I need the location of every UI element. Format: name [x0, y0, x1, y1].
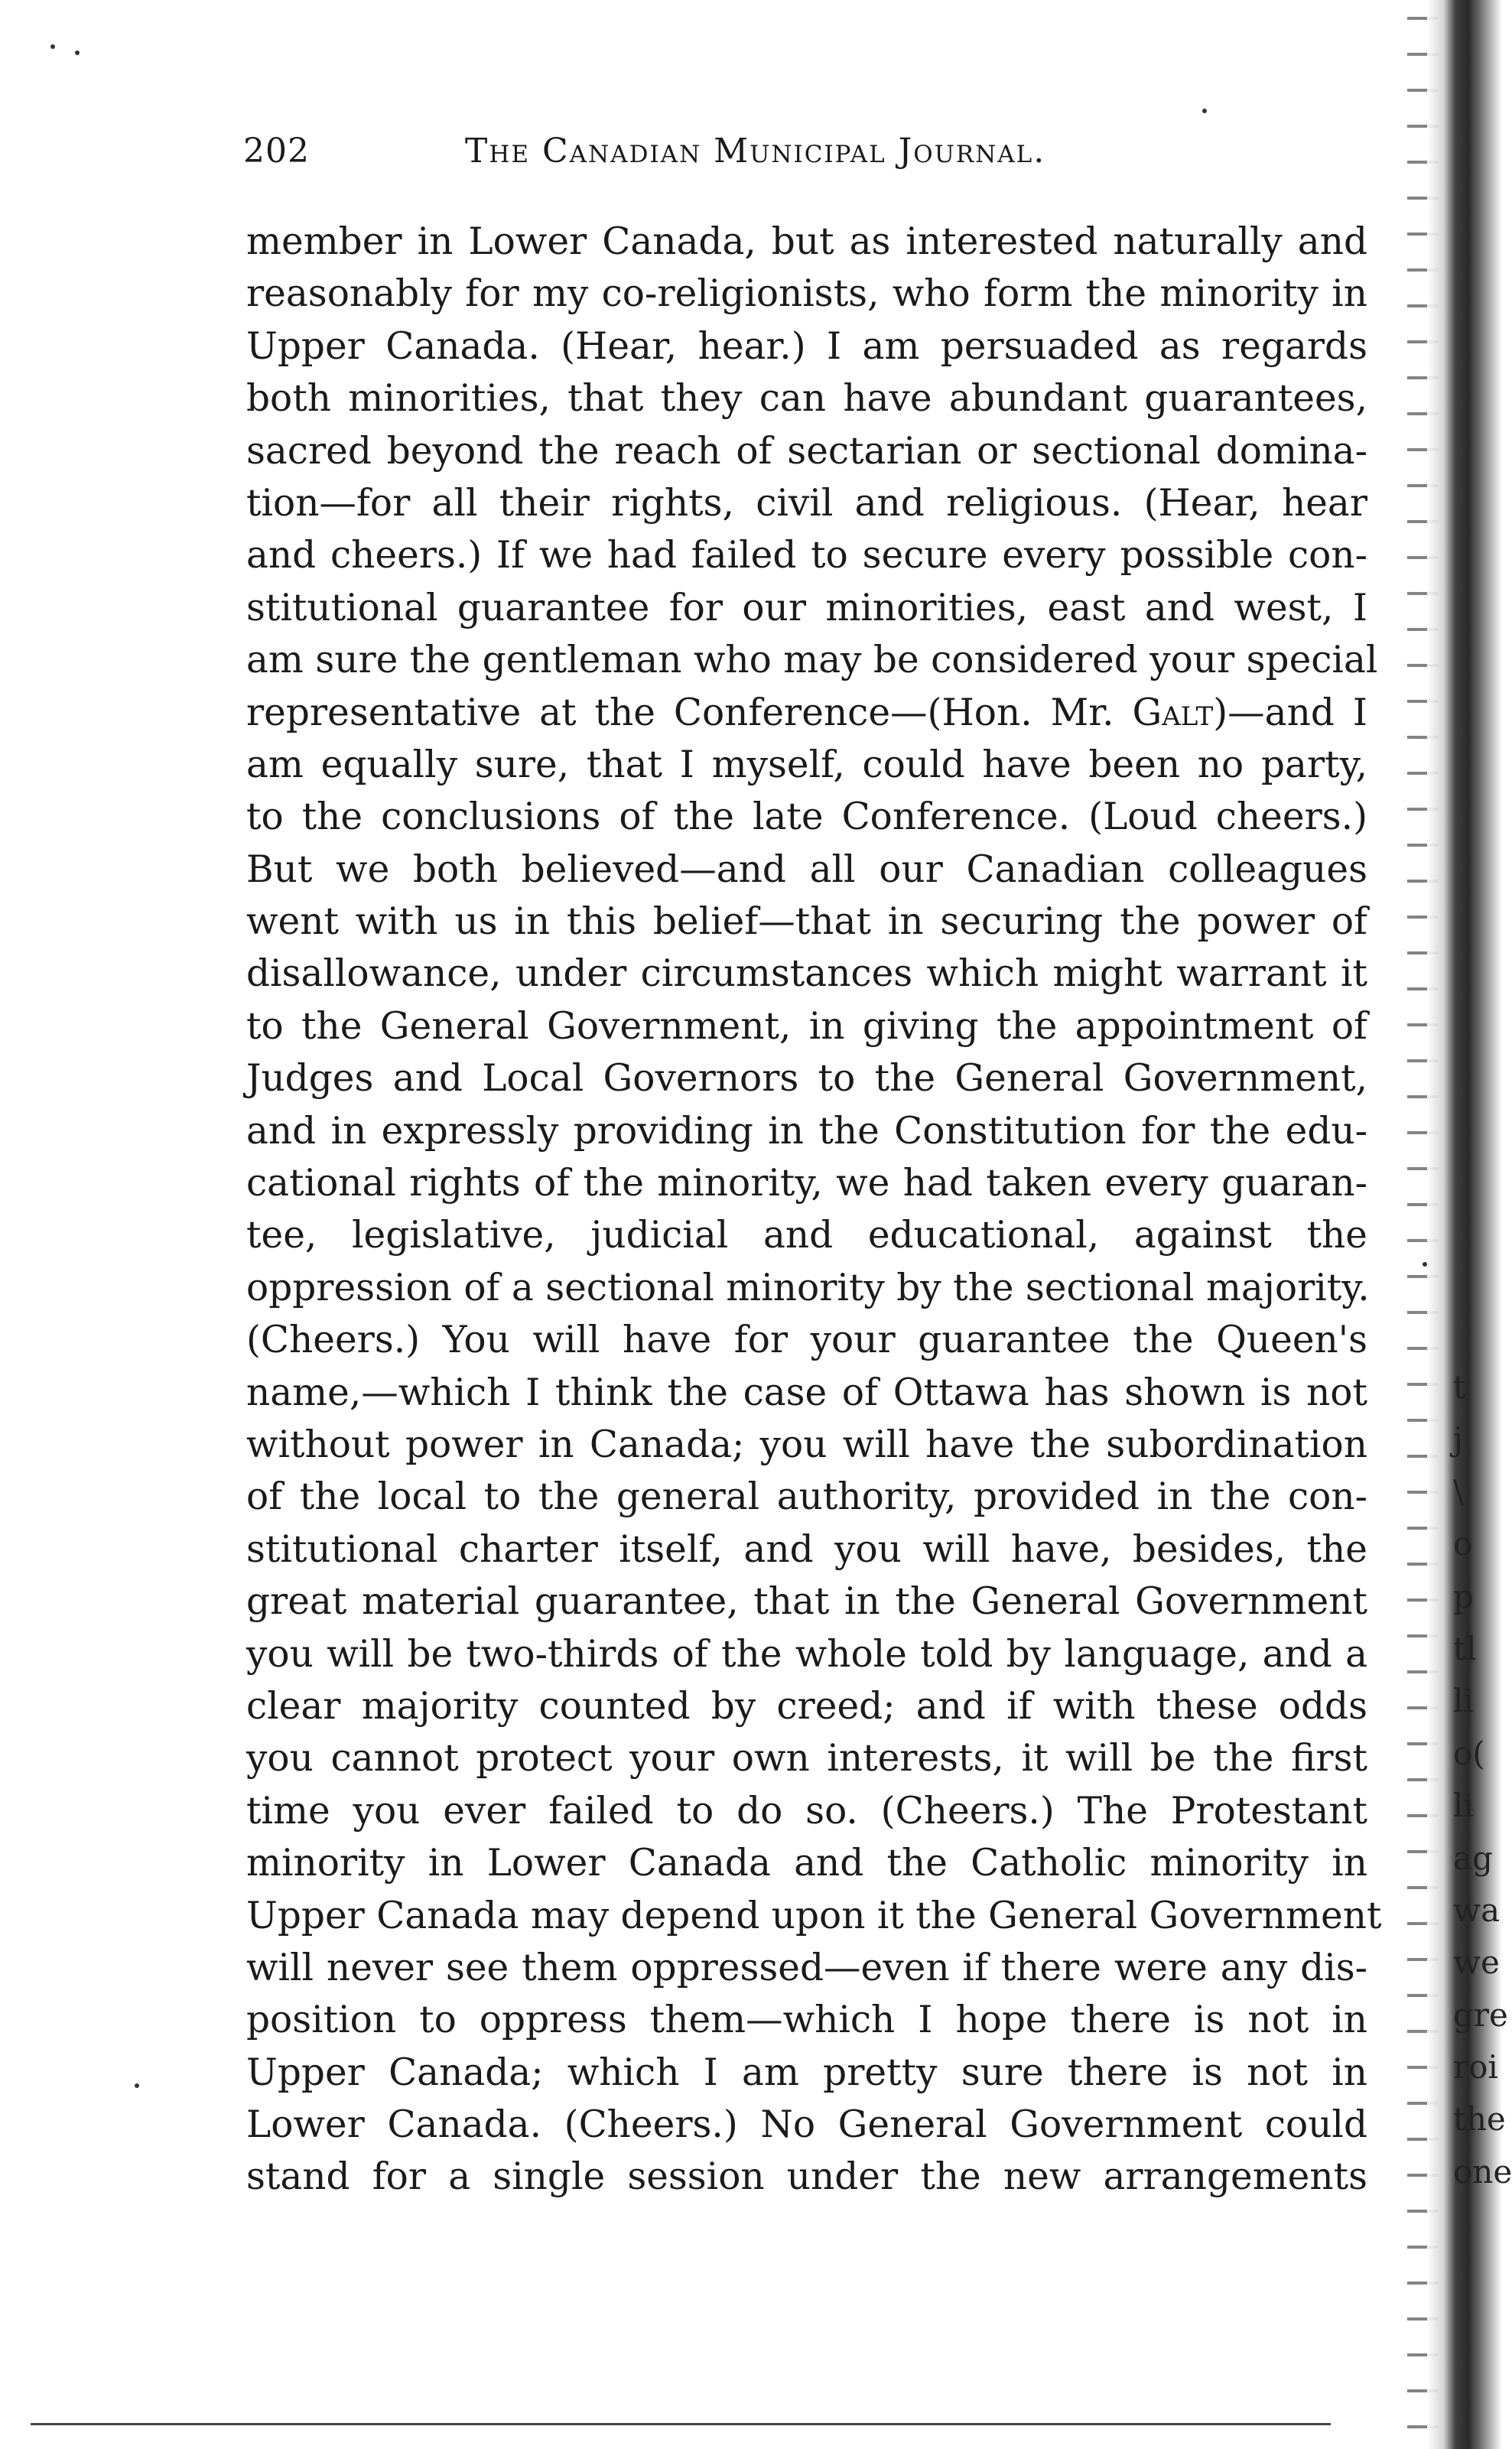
text-line: Upper Canada. (Hear, hear.) I am persuaded as regards	[246, 324, 1367, 368]
text-line: But we both believed—and all our Canadian colleagues	[246, 847, 1367, 891]
text-line: stitutional guarantee for our minorities, east and west, I	[246, 586, 1367, 629]
text-line: you will be two-thirds of the whole told by language, and a	[246, 1632, 1367, 1676]
edge-fragment: tl	[1453, 1629, 1477, 1667]
edge-fragment: li	[1453, 1682, 1474, 1720]
text-line: (Cheers.) You will have for your guarantee the Queen's	[246, 1319, 1367, 1362]
edge-fragment: \	[1453, 1472, 1465, 1511]
text-line: clear majority counted by creed; and if with these odds	[246, 1684, 1367, 1728]
text-line: great material guarantee, that in the General Government	[246, 1580, 1367, 1624]
text-line: Judges and Local Governors to the General Government,	[246, 1057, 1367, 1101]
text-line: to the conclusions of the late Conference. (Loud cheers.)	[246, 795, 1367, 839]
edge-fragment: roi	[1453, 2048, 1498, 2086]
text-line: to the General Government, in giving the appointment of	[246, 1004, 1367, 1048]
text-line: oppression of a sectional minority by the sectional majority.	[246, 1266, 1370, 1309]
running-head: The Canadian Municipal Journal.	[465, 132, 1046, 171]
text-line: and cheers.) If we had failed to secure every possible con-	[246, 534, 1367, 577]
text-line: will never see them oppressed—even if there were any dis-	[246, 1946, 1367, 1989]
text-line: am sure the gentleman who may be considered your special	[246, 639, 1378, 682]
edge-fragment: one	[1453, 2152, 1512, 2190]
text-line: reasonably for my co-religionists, who form the minority in	[246, 272, 1367, 316]
bottom-edge-rule	[31, 2423, 1331, 2425]
stray-mark	[135, 2083, 139, 2088]
text-line: position to oppress them—which I hope there is not in	[246, 1999, 1367, 2042]
edge-fragment: p	[1453, 1577, 1474, 1615]
small-caps-name: Galt	[1132, 691, 1214, 734]
text-line: cational rights of the minority, we had taken every guaran-	[246, 1162, 1367, 1205]
edge-fragment: we	[1453, 1943, 1500, 1982]
text-line: sacred beyond the reach of sectarian or sectional domina-	[246, 429, 1367, 473]
stray-mark	[1202, 109, 1207, 113]
text-line: without power in Canada; you will have the subordination	[246, 1423, 1367, 1466]
text-line: tion—for all their rights, civil and religious. (Hear, hear	[246, 481, 1367, 525]
page-header	[243, 132, 1375, 185]
text-line: and in expressly providing in the Constitution for the edu-	[246, 1109, 1367, 1153]
text-line: both minorities, that they can have abundant guarantees,	[246, 377, 1367, 421]
text-line: stand for a single session under the new arrangements	[246, 2155, 1367, 2199]
text-line: representative at the Conference—(Hon. Mr. Galt)—and I	[246, 691, 1367, 734]
text-line: am equally sure, that I myself, could have been no party,	[246, 743, 1367, 786]
body-text	[246, 216, 1382, 2203]
edge-fragment: o(	[1453, 1734, 1485, 1772]
edge-fragment: o	[1453, 1525, 1473, 1563]
text-line: name,—which I think the case of Ottawa has shown is not	[246, 1371, 1367, 1414]
text-line: time you ever failed to do so. (Cheers.) The Protestant	[246, 1789, 1367, 1833]
text-line: stitutional charter itself, and you will have, besides, the	[246, 1527, 1367, 1571]
edge-fragment: t	[1453, 1368, 1466, 1406]
edge-fragment: ag	[1453, 1839, 1493, 1877]
stray-mark	[1423, 1262, 1427, 1267]
text-line: you cannot protect your own interests, it will be the first	[246, 1737, 1367, 1781]
text-line: Lower Canada. (Cheers.) No General Government could	[246, 2103, 1367, 2147]
edge-fragment: gre	[1453, 1995, 1508, 2034]
text-line: of the local to the general authority, provided in the con-	[246, 1475, 1367, 1519]
stray-mark	[50, 44, 55, 49]
text-line: disallowance, under circumstances which might warrant it	[246, 952, 1367, 996]
page-number: 202	[243, 132, 310, 171]
edge-fragment: wa	[1453, 1891, 1500, 1929]
text-line: Upper Canada; which I am pretty sure there is not in	[246, 2051, 1367, 2094]
edge-fragment: j	[1453, 1420, 1464, 1459]
text-line: member in Lower Canada, but as interested naturally and	[246, 220, 1367, 263]
text-line: went with us in this belief—that in securing the power of	[246, 900, 1367, 944]
edge-fragment: the	[1453, 2100, 1506, 2138]
text-line: tee, legislative, judicial and educational, against the	[246, 1214, 1367, 1257]
facing-page-edge-text	[1453, 1361, 1512, 2198]
stray-mark	[75, 50, 80, 55]
text-line: Upper Canada may depend upon it the General Government	[246, 1894, 1382, 1937]
text-line: minority in Lower Canada and the Catholic minority in	[246, 1842, 1367, 1885]
edge-fragment: li	[1453, 1787, 1474, 1825]
